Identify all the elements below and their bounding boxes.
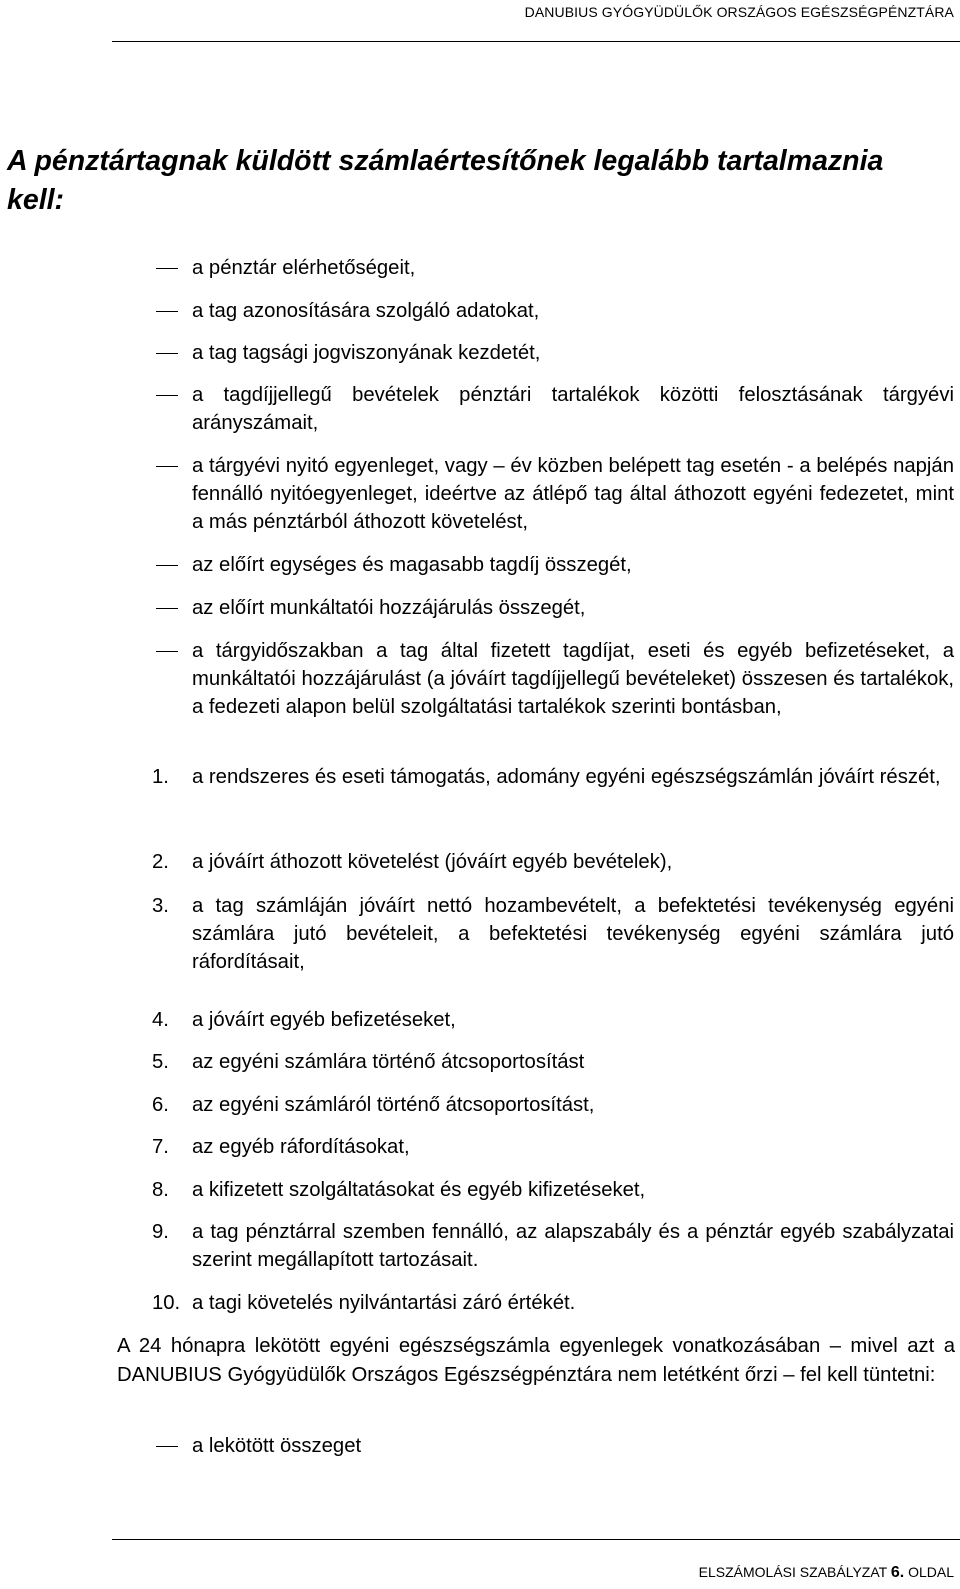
dash-bullet — [156, 268, 178, 269]
dash-bullet — [156, 608, 178, 609]
item-number: 5. — [152, 1051, 169, 1073]
list-item-text: a tag azonosítására szolgáló adatokat, — [192, 300, 540, 322]
dash-bullet — [156, 565, 178, 566]
numbered-item-text: a tag pénztárral szemben fennálló, az alapszabály és a pénztár egyéb szabályzatai szerint megállapított tartozásait. — [192, 1221, 954, 1271]
numbered-item-text: a kifizetett szolgáltatásokat és egyéb kifizetéseket, — [192, 1179, 646, 1201]
section-title: A pénztártagnak küldött számlaértesítőnek legalább tartalmaznia kell: — [7, 145, 884, 216]
numbered-item-text: a tagi követelés nyilvántartási záró értékét. — [192, 1292, 576, 1314]
footer-divider — [112, 1539, 960, 1540]
numbered-item-text: az egyéb ráfordításokat, — [192, 1136, 410, 1158]
header-divider — [112, 41, 960, 42]
list-item-text: a tag tagsági jogviszonyának kezdetét, — [192, 342, 541, 364]
item-number: 2. — [152, 851, 169, 873]
footer-suffix: OLDAL — [908, 1564, 954, 1580]
dash-bullet — [156, 466, 178, 467]
dash-bullet — [156, 353, 178, 354]
numbered-item-text: a jóváírt áthozott követelést (jóváírt egyéb bevételek), — [192, 851, 673, 873]
item-number: 1. — [152, 766, 169, 788]
footer-label: ELSZÁMOLÁSI SZABÁLYZAT — [698, 1564, 887, 1580]
list-item-text: az előírt munkáltatói hozzájárulás összegét, — [192, 597, 586, 619]
list-item-text: a pénztár elérhetőségeit, — [192, 257, 416, 279]
list-item-text: a tárgyidőszakban a tag által fizetett tagdíjat, eseti és egyéb befizetéseket, a munkáltatói hozzájárulást (a jóváírt tagdíjjellegű bevételeket) összesen és tartalékok, a fedezeti alapon belül szolgáltatási tartalékok szerinti bontásban, — [192, 640, 954, 718]
list-item-text: a lekötött összeget — [192, 1435, 362, 1457]
item-number: 9. — [152, 1221, 169, 1243]
item-number: 8. — [152, 1179, 169, 1201]
dash-bullet — [156, 651, 178, 652]
list-item-text: az előírt egységes és magasabb tagdíj összegét, — [192, 554, 632, 576]
dash-bullet — [156, 395, 178, 396]
page-header: DANUBIUS GYÓGYÜDÜLŐK ORSZÁGOS EGÉSZSÉGPÉNZTÁRA — [524, 4, 954, 20]
numbered-item-text: az egyéni számláról történő átcsoportosítást, — [192, 1094, 595, 1116]
closing-paragraph: A 24 hónapra lekötött egyéni egészségszámla egyenlegek vonatkozásában – mivel azt a DANUBIUS Gyógyüdülők Országos Egészségpénztára nem letétként őrzi – fel kell tüntetni: — [117, 1335, 955, 1386]
dash-bullet — [156, 311, 178, 312]
numbered-item-text: a rendszeres és eseti támogatás, adomány egyéni egészségszámlán jóváírt részét, — [192, 766, 941, 788]
item-number: 10. — [152, 1292, 181, 1314]
item-number: 6. — [152, 1094, 169, 1116]
numbered-item-text: az egyéni számlára történő átcsoportosítást — [192, 1051, 585, 1073]
item-number: 3. — [152, 895, 169, 917]
numbered-item-text: a jóváírt egyéb befizetéseket, — [192, 1009, 456, 1031]
item-number: 7. — [152, 1136, 169, 1158]
item-number: 4. — [152, 1009, 169, 1031]
dash-bullet — [156, 1446, 178, 1447]
list-item-text: a tagdíjjellegű bevételek pénztári tartalékok közötti felosztásának tárgyévi arányszámait, — [192, 384, 954, 434]
page-number: 6. — [890, 1564, 905, 1581]
list-item-text: a tárgyévi nyitó egyenleget, vagy – év közben belépett tag esetén - a belépés napján fennálló nyitóegyenleget, ideértve az átlépő tag által áthozott egyéni fedezetet, mint a más pénztárból áthozott követelést, — [192, 455, 954, 533]
numbered-item-text: a tag számláján jóváírt nettó hozambevételt, a befektetési tevékenység egyéni számlára jutó bevételeit, a befektetési tevékenység egyéni számlára jutó ráfordításait, — [192, 895, 954, 973]
page-footer — [699, 1564, 954, 1582]
